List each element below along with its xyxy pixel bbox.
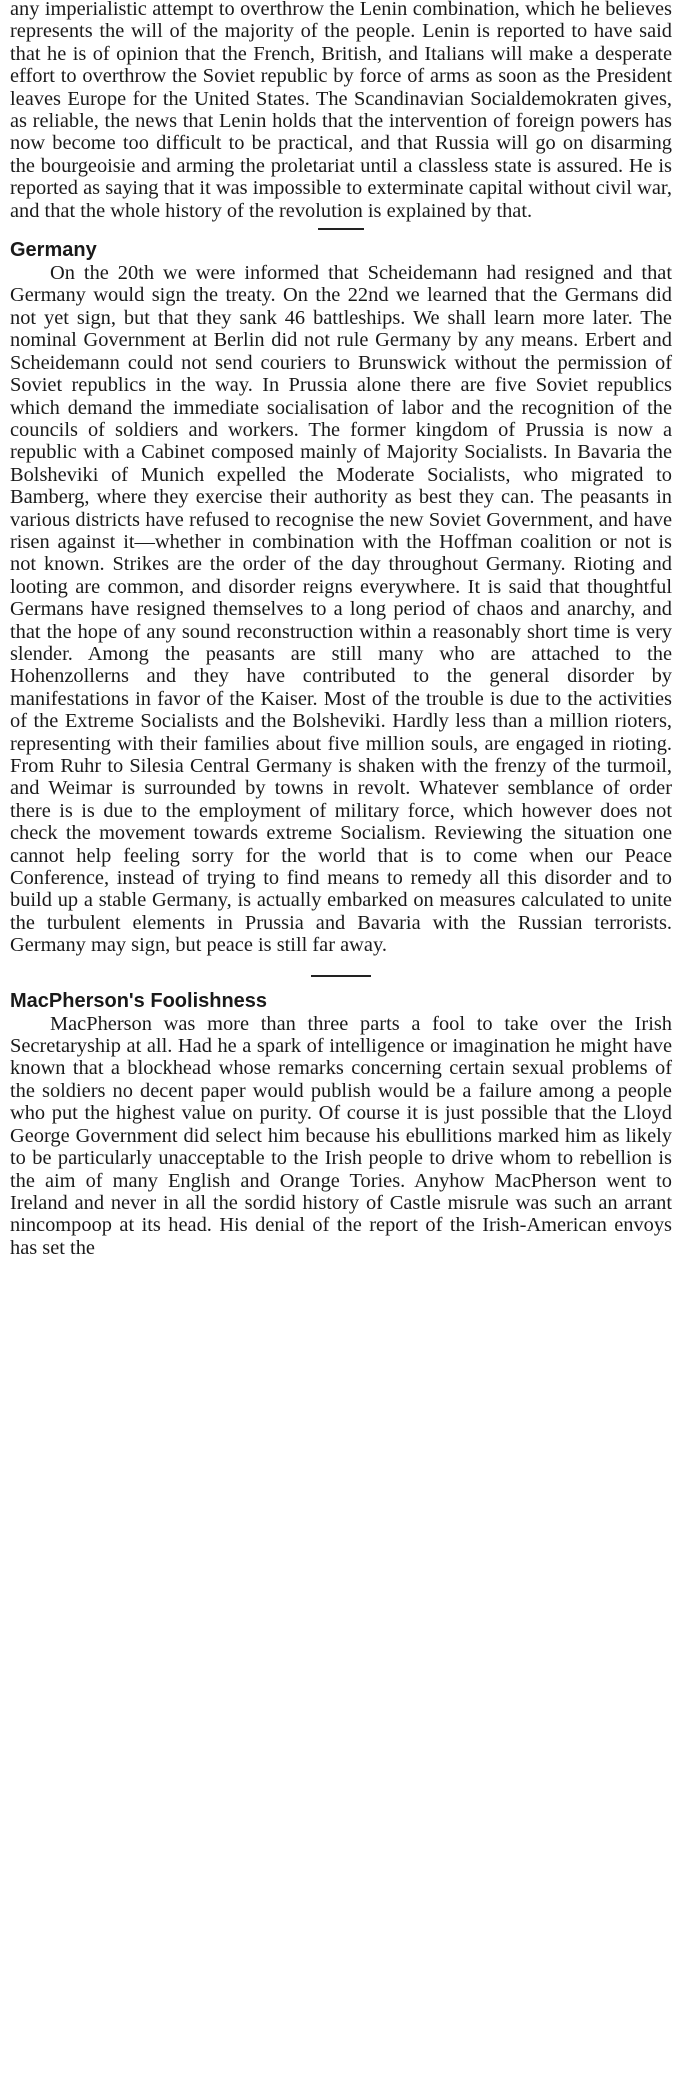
section-title-macpherson: MacPherson's Foolishness [10,989,268,1012]
section-title-germany: Germany [10,239,97,262]
section-divider [318,228,364,230]
paragraph-germany: On the 20th we were informed that Scheidemann had resigned and that Germany would sign the treaty. On the 22nd we learned that the Germans did not yet sign, but that they sank 46 battleships. We shall learn more later. The nominal Government at Berlin did not rule Germany by any means. Erbert and Scheidemann could not send couriers to Brunswick without the permission of Soviet republics in the way. In Prussia alone there are five Soviet republics which demand the immediate socialisation of labor and the recognition of the councils of soldiers and workers. The former kingdom of Prussia is now a republic with a Cabinet composed mainly of Majority Socialists. In Bavaria the Bolsheviki of Munich expelled the Moderate Socialists, who migrated to Bamberg, where they exercise their authority as best they can. The peasants in various districts have refused to recognise the new Soviet Government, and have risen against it—whether in combination with the Hoffman coalition or not is not known. Strikes are the order of the day throughout Germany. Rioting and looting are common, and disorder reigns everywhere. It is said that thoughtful Germans have resigned themselves to a long period of chaos and anarchy, and that the hope of any sound reconstruction within a reasonably short time is very slender. Among the peasants are still many who are attached to the Hohenzollerns and they have contributed to the general disorder by manifestations in favor of the Kaiser. Most of the trouble is due to the activities of the Extreme Socialists and the Bolsheviki. Hardly less than a million rioters, representing with their families about five million souls, are engaged in rioting. From Ruhr to Silesia Central Germany is shaken with the frenzy of the turmoil, and Weimar is surrounded by towns in revolt. Whatever semblance of order there is is due to the employment of military force, which however does not check the movement towards extreme Socialism. Reviewing the situation one cannot help feeling sorry for the world that is to come when our Peace Conference, instead of trying to find means to remedy all this disorder and to build up a stable Germany, is actually embarked on measures calculated to unite the turbulent elements in Prussia and Bavaria with the Russian terrorists. Germany may sign, but peace is still far away. [10,262,672,957]
paragraph-macpherson: MacPherson was more than three parts a fool to take over the Irish Secretaryship at all. Had he a spark of intelligence or imagination he might have known that a blockhead whose remarks concerning certain sexual problems of the soldiers no decent paper would publish would be a failure among a people who put the highest value on purity. Of course it is just possible that the Lloyd George Government did select him because his ebullitions marked him as likely to be particularly unacceptable to the Irish people to drive whom to rebellion is the aim of many English and Orange Tories. Anyhow MacPherson went to Ireland and never in all the sordid history of Castle misrule was such an arrant nincompoop at its head. His denial of the report of the Irish-American envoys has set the [10,1012,672,1259]
section-divider [311,975,371,977]
paragraph-lenin: any imperialistic attempt to overthrow the Lenin combination, which he believes represents the will of the majority of the people. Lenin is reported to have said that he is of opinion that the French, British, and Italians will make a desperate effort to overthrow the Soviet republic by force of arms as soon as the President leaves Europe for the United States. The Scandinavian Socialdemokraten gives, as reliable, the news that Lenin holds that the intervention of foreign powers has now become too difficult to be practical, and that Russia will go on disarming the bourgeoisie and arming the proletariat until a classless state is assured. He is reported as saying that it was impossible to exterminate capital without civil war, and that the whole history of the revolution is explained by that. [10,0,672,222]
